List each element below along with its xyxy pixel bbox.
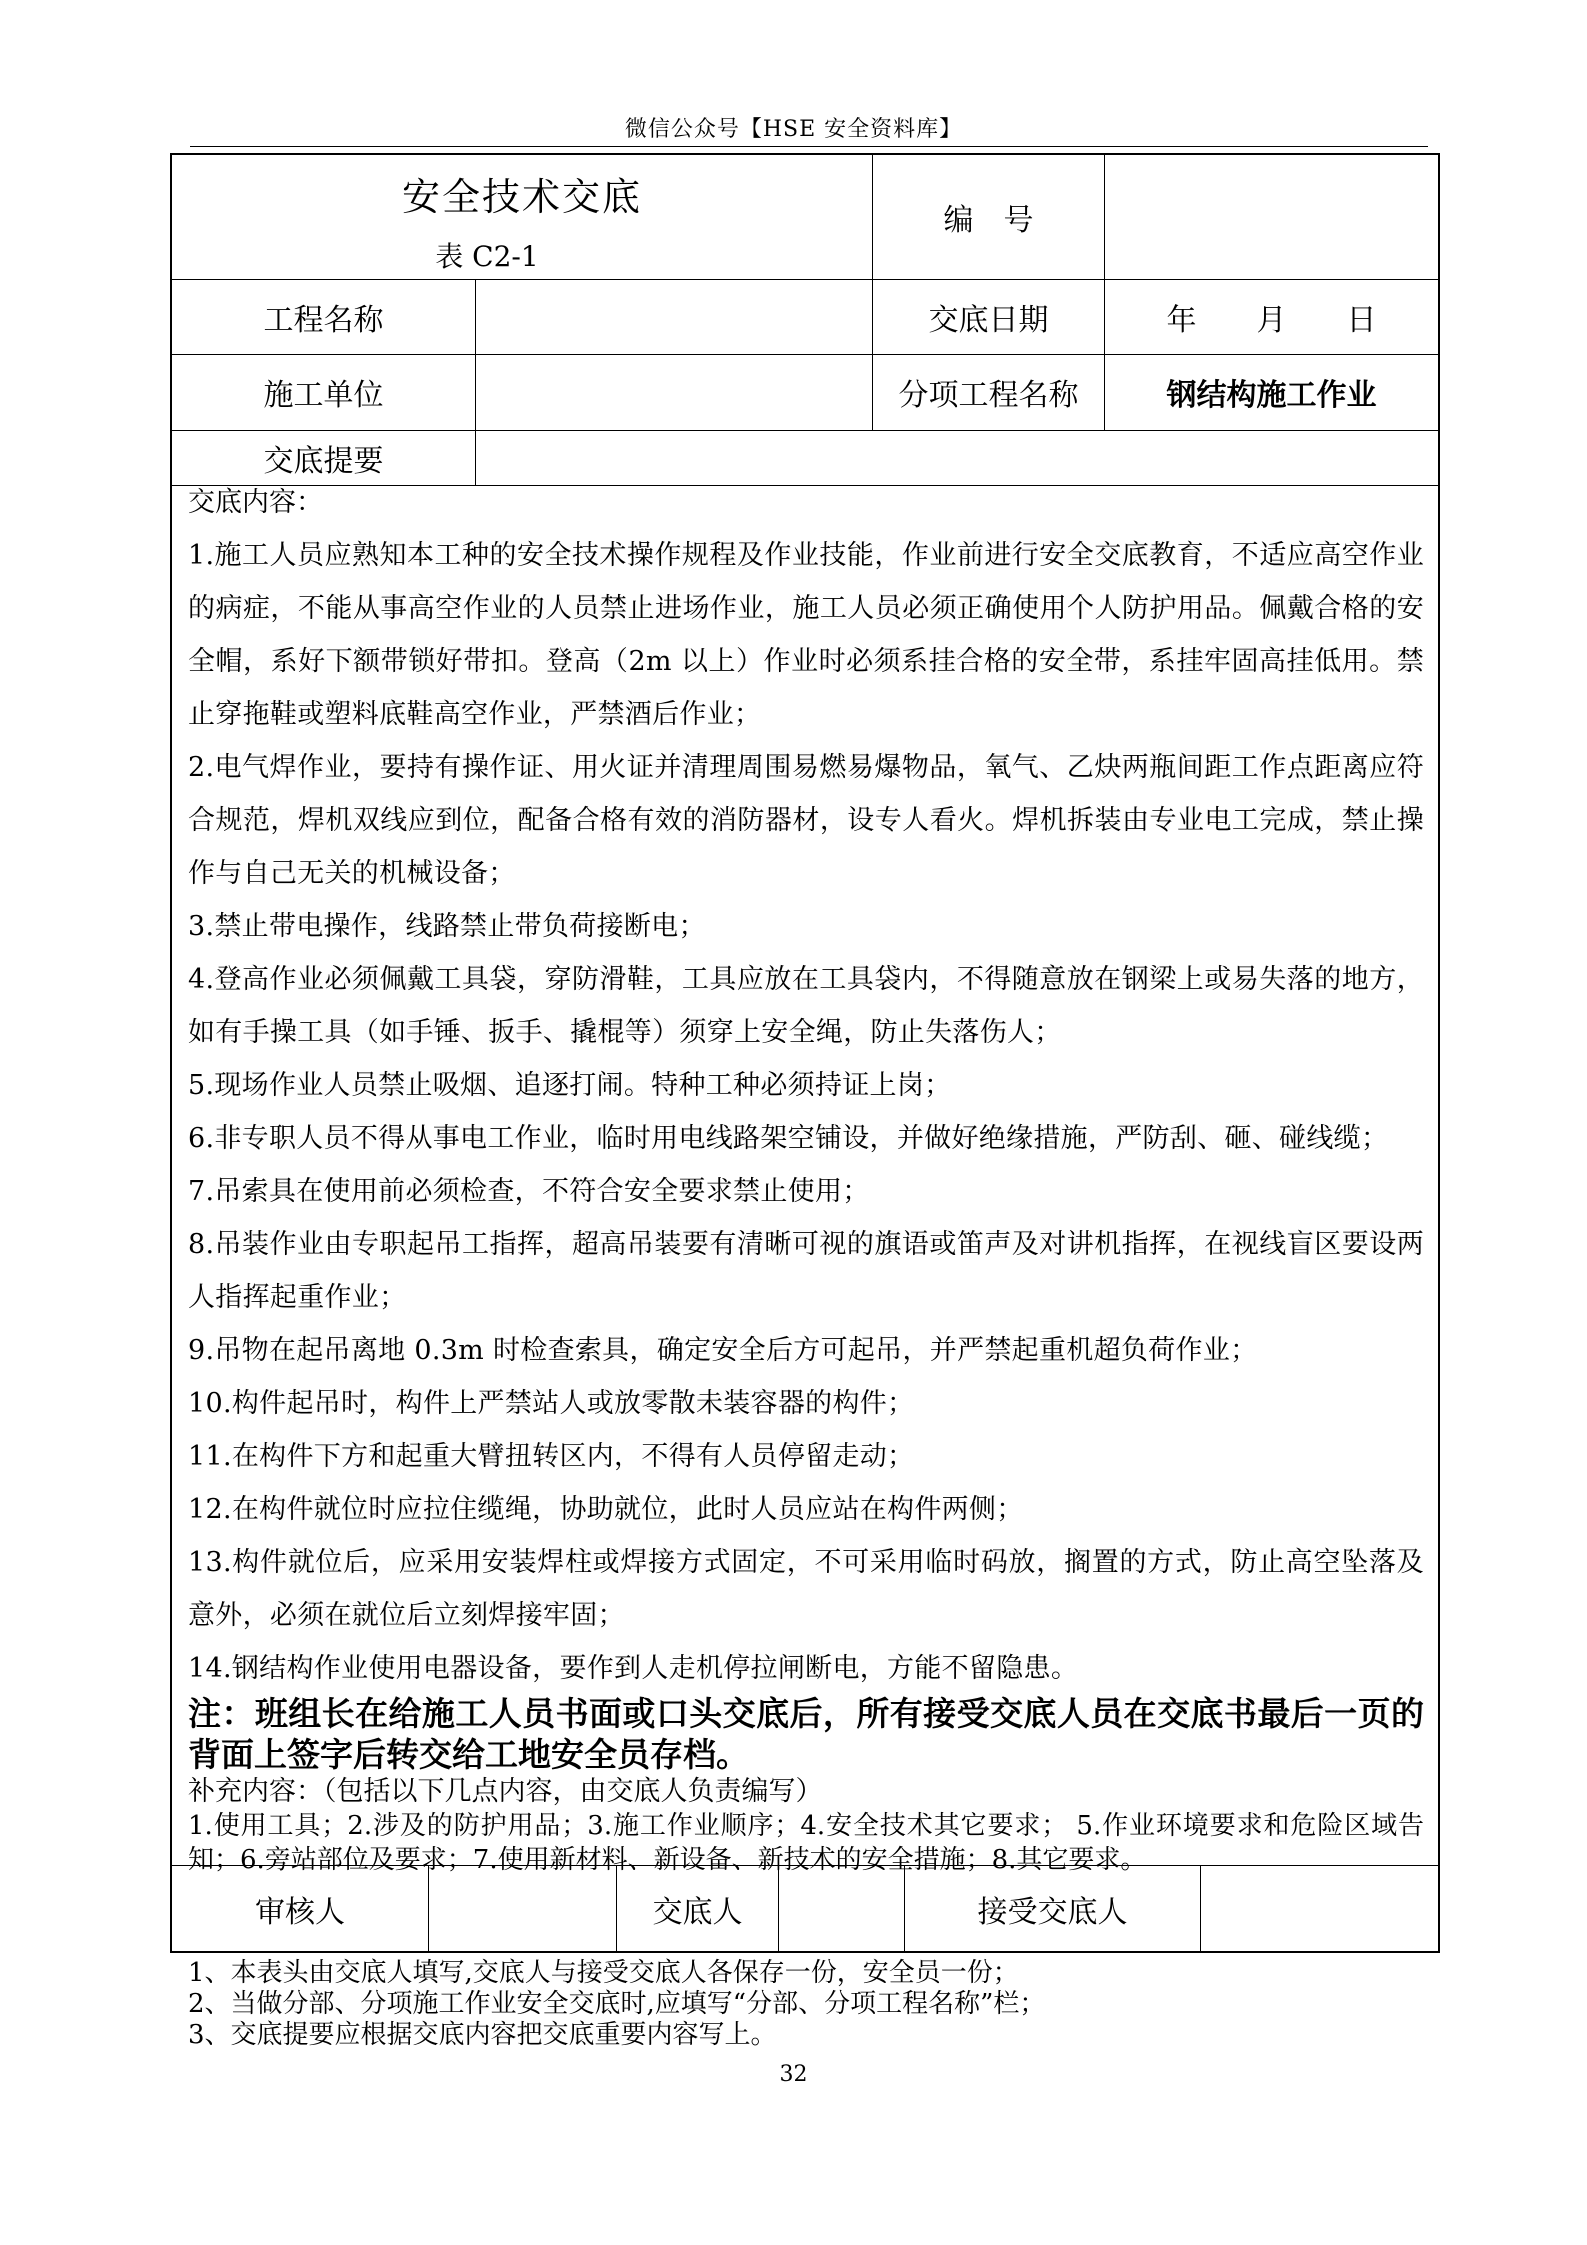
content-item: 9.吊物在起吊离地 0.3m 时检查索具，确定安全后方可起吊，并严禁起重机超负荷作业；	[188, 1335, 1258, 1366]
content-item: 1.施工人员应熟知本工种的安全技术操作规程及作业技能，作业前进行安全交底教育，不适应高空作业的病症，不能从事高空作业的人员禁止进场作业，施工人员必须正确使用个人防护用品。佩戴合格的安全帽，系好下额带锁好带扣。登高（2m 以上）作业时必须系挂合格的安全带，系挂牢固高挂低用。禁止穿拖鞋或塑料底鞋高空作业，严禁酒后作业；	[188, 540, 1424, 730]
content-title: 交底内容：	[188, 487, 323, 518]
summary-field[interactable]	[475, 430, 1438, 485]
unit-row	[172, 354, 1438, 431]
receiver-label: 接受交底人	[904, 1866, 1200, 1951]
page-number: 32	[779, 2062, 808, 2087]
project-name-label: 工程名称	[263, 302, 384, 338]
supplement-title: 补充内容：（包括以下几点内容，由交底人负责编写）	[188, 1776, 823, 1807]
title-row	[172, 155, 1438, 280]
date-label: 交底日期	[872, 279, 1104, 354]
project-name-row	[172, 279, 1438, 355]
project-name-field[interactable]	[475, 279, 872, 354]
content-item: 4.登高作业必须佩戴工具袋，穿防滑鞋，工具应放在工具袋内，不得随意放在钢梁上或易失落的地方，如有手操工具（如手锤、扳手、撬棍等）须穿上安全绳，防止失落伤人；	[188, 964, 1424, 1048]
safety-briefing-form	[170, 153, 1440, 1953]
summary-label: 交底提要	[263, 443, 384, 479]
number-label: 编 号	[872, 155, 1104, 279]
summary-row	[172, 430, 1438, 486]
reviewer-label: 审核人	[255, 1894, 345, 1930]
content-item: 8.吊装作业由专职起吊工指挥，超高吊装要有清晰可视的旗语或笛声及对讲机指挥，在视线盲区要设两人指挥起重作业；	[188, 1229, 1424, 1313]
content-item: 14.钢结构作业使用电器设备，要作到人走机停拉闸断电，方能不留隐患。	[188, 1653, 1079, 1684]
footnote: 1、本表头由交底人填写,交底人与接受交底人各保存一份，安全员一份；	[188, 1958, 1019, 1988]
footnote: 2、当做分部、分项施工作业安全交底时,应填写“分部、分项工程名称”栏；	[188, 1989, 1046, 2019]
content-item: 5.现场作业人员禁止吸烟、追逐打闹。特种工种必须持证上岗；	[188, 1070, 952, 1101]
archive-note: 注：班组长在给施工人员书面或口头交底后，所有接受交底人员在交底书最后一页的背面上签字后转交给工地安全员存档。	[188, 1694, 1424, 1774]
sub-project-label: 分项工程名称	[872, 354, 1104, 430]
content-item: 7.吊索具在使用前必须检查，不符合安全要求禁止使用；	[188, 1176, 870, 1207]
sub-project-field[interactable]: 钢结构施工作业	[1104, 354, 1438, 430]
page-header: 微信公众号【HSE 安全资料库】	[624, 117, 963, 142]
content-item: 6.非专职人员不得从事电工作业，临时用电线路架空铺设，并做好绝缘措施，严防刮、砸、碰线缆；	[188, 1123, 1389, 1154]
content-item: 13.构件就位后，应采用安装焊柱或焊接方式固定，不可采用临时码放，搁置的方式，防止高空坠落及意外，必须在就位后立刻焊接牢固；	[188, 1547, 1424, 1631]
content-item: 3.禁止带电操作，线路禁止带负荷接断电；	[188, 911, 706, 942]
document-title: 安全技术交底	[401, 174, 642, 219]
number-field[interactable]	[1104, 155, 1438, 279]
title-cell	[172, 155, 872, 279]
unit-field[interactable]	[475, 354, 872, 430]
receiver-field[interactable]	[1200, 1866, 1438, 1951]
presenter-label: 交底人	[616, 1866, 778, 1951]
signature-row	[172, 1865, 1438, 1951]
content-item: 12.在构件就位时应拉住缆绳，协助就位，此时人员应站在构件两侧；	[188, 1494, 1024, 1525]
content-section	[172, 485, 1438, 1875]
content-item: 2.电气焊作业，要持有操作证、用火证并清理周围易燃易爆物品，氧气、乙炔两瓶间距工作点距离应符合规范，焊机双线应到位，配备合格有效的消防器材，设专人看火。焊机拆装由专业电工完成，禁止操作与自己无关的机械设备；	[188, 752, 1424, 889]
reviewer-field[interactable]	[428, 1866, 616, 1951]
content-item: 10.构件起吊时，构件上严禁站人或放零散未装容器的构件；	[188, 1388, 915, 1419]
date-field[interactable]: 年 月 日	[1104, 279, 1438, 354]
footnote: 3、交底提要应根据交底内容把交底重要内容写上。	[188, 2020, 777, 2050]
presenter-field[interactable]	[778, 1866, 904, 1951]
header-rule	[190, 146, 1428, 147]
footnotes	[188, 1958, 1045, 2051]
form-code: 表 C2-1	[435, 239, 539, 273]
content-item: 11.在构件下方和起重大臂扭转区内，不得有人员停留走动；	[188, 1441, 915, 1472]
supplement-text: 1.使用工具；2.涉及的防护用品；3.施工作业顺序；4.安全技术其它要求； 5.作业环境要求和危险区域告知；6.旁站部位及要求；7.使用新材料、新设备、新技术的安全措施；8.其它要求。	[188, 1811, 1424, 1875]
unit-label: 施工单位	[263, 378, 384, 413]
